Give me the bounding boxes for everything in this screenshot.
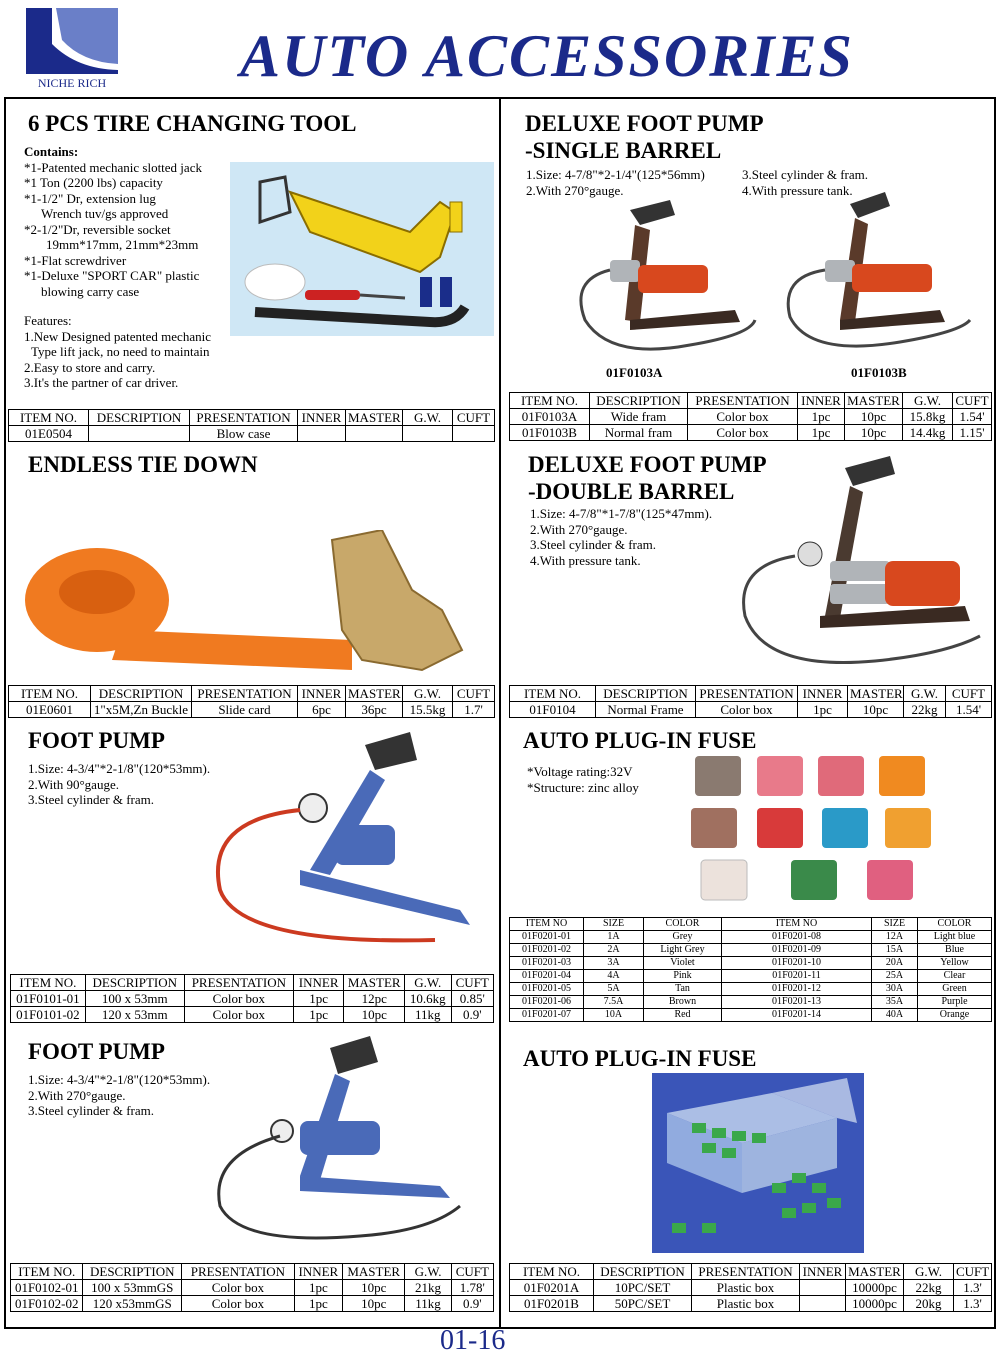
cell: 01F0201-05 (510, 983, 584, 996)
cell: 01F0201-03 (510, 957, 584, 970)
cell: 01F0201-02 (510, 944, 584, 957)
fuse-grid (691, 756, 931, 900)
double-barrel-photo (735, 456, 990, 678)
col-header: G.W. (405, 975, 451, 991)
table-row (510, 702, 992, 718)
cell: Color box (696, 702, 798, 718)
col-header: ITEM NO. (11, 975, 86, 991)
cell: 1.54' (946, 702, 992, 718)
cell: 15.5kg (403, 702, 453, 718)
table-row (510, 970, 992, 983)
spec-line: 4.With pressure tank. (530, 552, 641, 568)
col-header: INNER (294, 1264, 342, 1280)
table-row (510, 931, 992, 944)
single-barrel-title-2: -SINGLE BARREL (525, 138, 722, 163)
cell: Color box (688, 409, 798, 425)
cell: 01F0101-01 (11, 991, 86, 1007)
single-barrel-specs-left (526, 167, 705, 198)
tire-tool-table (8, 409, 495, 442)
fuse-2-title: AUTO PLUG-IN FUSE (523, 1046, 757, 1071)
foot-pump-2-table (10, 1263, 494, 1312)
cell: Grey (644, 931, 722, 944)
col-header: ITEM NO. (510, 686, 596, 702)
spec-line: *Structure: zinc alloy (527, 779, 639, 795)
cell: Blue (918, 944, 992, 957)
cell: 100 x 53mmGS (83, 1280, 182, 1296)
cell: 11kg (405, 1296, 451, 1312)
spec-line: 3.Steel cylinder & fram. (28, 1103, 154, 1118)
cell: Green (918, 983, 992, 996)
single-barrel-table (509, 392, 992, 441)
col-header: INNER (293, 975, 344, 991)
features-line: 1.New Designed patented mechanic (24, 328, 211, 344)
contains-line: *2-1/2"Dr, reversible socket (24, 221, 171, 237)
spec-line: 1.Size: 4-3/4"*2-1/8"(120*53mm). (28, 1072, 211, 1087)
col-header: PRESENTATION (688, 393, 798, 409)
col-header: ITEM NO (722, 918, 872, 931)
col-header: DESCRIPTION (91, 686, 192, 702)
cell: 120 x53mmGS (83, 1296, 182, 1312)
col-header: PRESENTATION (184, 975, 293, 991)
cell: 35A (872, 996, 918, 1009)
table-row (510, 996, 992, 1009)
col-header: DESCRIPTION (89, 410, 190, 426)
cell: Red (644, 1009, 722, 1022)
cell: Brown (644, 996, 722, 1009)
cell: 01F0104 (510, 702, 596, 718)
col-header: PRESENTATION (182, 1264, 295, 1280)
cell: 1pc (294, 1296, 342, 1312)
cell: 10pc (343, 1280, 405, 1296)
page-title: AUTO ACCESSORIES (240, 23, 854, 89)
caption-01f0103b: 01F0103B (851, 365, 907, 380)
cell: 1A (584, 931, 644, 944)
cell: Tan (644, 983, 722, 996)
col-header: DESCRIPTION (590, 393, 688, 409)
features-line: Type lift jack, no need to maintain (31, 344, 210, 359)
contains-line: *1-Patented mechanic slotted jack (24, 159, 202, 175)
col-header: PRESENTATION (692, 1264, 800, 1280)
spec-line: 2.With 90°gauge. (28, 776, 119, 792)
table-row (510, 1296, 992, 1312)
spec-line: 1.Size: 4-7/8"*1-7/8"(125*47mm). (530, 506, 713, 521)
cell: 20A (872, 957, 918, 970)
cell: Normal fram (590, 425, 688, 441)
table-row (510, 944, 992, 957)
foot-pump-2-title: FOOT PUMP (28, 1039, 165, 1064)
cell: 1pc (293, 991, 344, 1007)
table-row (510, 1280, 992, 1296)
cell: 1.15' (953, 425, 992, 441)
table-row (510, 957, 992, 970)
cell: 1.54' (953, 409, 992, 425)
col-header: COLOR (644, 918, 722, 931)
cell: Light blue (918, 931, 992, 944)
col-header: ITEM NO (510, 918, 584, 931)
cell: 01F0201B (510, 1296, 594, 1312)
col-header: G.W. (403, 410, 453, 426)
cell: 1pc (798, 702, 848, 718)
tire-tool-contains (24, 144, 202, 299)
cell: 01F0201-06 (510, 996, 584, 1009)
col-header: DESCRIPTION (596, 686, 696, 702)
foot-pump-2-specs (28, 1072, 210, 1119)
col-header: ITEM NO. (9, 410, 89, 426)
single-barrel-title-1: DELUXE FOOT PUMP (525, 111, 764, 136)
col-header: G.W. (904, 686, 946, 702)
col-header: CUFT (451, 975, 493, 991)
spec-line: 2.With 270°gauge. (28, 1087, 126, 1103)
fuse-1-table (509, 917, 992, 1022)
col-header: COLOR (918, 918, 992, 931)
column-divider (499, 97, 501, 1329)
cell: Blow case (190, 426, 298, 442)
col-header: SIZE (872, 918, 918, 931)
cell: 01F0201-09 (722, 944, 872, 957)
tire-tool-title: 6 PCS TIRE CHANGING TOOL (28, 111, 357, 136)
spec-line: 2.With 270°gauge. (530, 521, 628, 537)
cell: 01F0201-04 (510, 970, 584, 983)
spec-line: 1.Size: 4-7/8"*2-1/4"(125*56mm) (526, 167, 705, 182)
cell: 4A (584, 970, 644, 983)
cell: 40A (872, 1009, 918, 1022)
cell: 10pc (845, 409, 903, 425)
cell: 01E0601 (9, 702, 91, 718)
fuse-2-photo (652, 1073, 864, 1253)
contains-line: blowing carry case (41, 283, 140, 299)
contains-line: *1-Flat screwdriver (24, 252, 127, 268)
cell: 10pc (848, 702, 904, 718)
features-line: 2.Easy to store and carry. (24, 359, 156, 375)
cell: 2A (584, 944, 644, 957)
cell: 15.8kg (903, 409, 953, 425)
cell: Light Grey (644, 944, 722, 957)
contains-line: Wrench tuv/gs approved (41, 206, 169, 221)
fuse-2-table (509, 1263, 992, 1312)
spec-line: 3.Steel cylinder & fram. (530, 537, 656, 552)
cell: 12A (872, 931, 918, 944)
cell: Yellow (918, 957, 992, 970)
foot-pump-1-table (10, 974, 494, 1023)
cell: 100 x 53mm (85, 991, 184, 1007)
contains-line: *1-1/2" Dr, extension lug (24, 190, 156, 206)
cell: 10000pc (846, 1280, 904, 1296)
col-header: MASTER (343, 1264, 405, 1280)
cell: 01F0201-12 (722, 983, 872, 996)
fuse-1-specs (527, 764, 639, 795)
col-header: CUFT (453, 410, 495, 426)
cell: 01F0101-02 (11, 1007, 86, 1023)
cell: 1pc (798, 409, 845, 425)
cell: 5A (584, 983, 644, 996)
cell: 01F0201-08 (722, 931, 872, 944)
spec-line: 4.With pressure tank. (742, 182, 853, 198)
cell: 3A (584, 957, 644, 970)
contains-line: *1 Ton (2200 lbs) capacity (24, 175, 163, 190)
spec-line: 3.Steel cylinder & fram. (28, 792, 154, 807)
cell: Purple (918, 996, 992, 1009)
cell: Clear (918, 970, 992, 983)
cell: Color box (182, 1280, 295, 1296)
table-row (9, 426, 495, 442)
spec-line: 3.Steel cylinder & fram. (742, 167, 868, 182)
col-header: MASTER (346, 686, 403, 702)
cell: 7.5A (584, 996, 644, 1009)
cell: 11kg (405, 1007, 451, 1023)
foot-pump-1-photo (205, 730, 490, 965)
col-header: MASTER (344, 975, 405, 991)
col-header: G.W. (405, 1264, 451, 1280)
cell (800, 1296, 846, 1312)
cell: Wide fram (590, 409, 688, 425)
cell: 0.85' (451, 991, 493, 1007)
cell (403, 426, 453, 442)
double-barrel-table (509, 685, 992, 718)
table-row (11, 991, 494, 1007)
cell: 6pc (298, 702, 346, 718)
col-header: MASTER (846, 1264, 904, 1280)
cell: Normal Frame (596, 702, 696, 718)
cell: 21kg (405, 1280, 451, 1296)
tire-tool-photo (230, 162, 494, 336)
single-barrel-b-photo (780, 192, 985, 360)
table-row (510, 425, 992, 441)
col-header: INNER (798, 686, 848, 702)
col-header: ITEM NO. (510, 1264, 594, 1280)
tie-down-title: ENDLESS TIE DOWN (28, 452, 258, 477)
contains-line: *1-Deluxe "SPORT CAR" plastic (24, 268, 200, 283)
spec-line: 1.Size: 4-3/4"*2-1/8"(120*53mm). (28, 761, 211, 776)
table-row (11, 1296, 494, 1312)
spec-line: *Voltage rating:32V (527, 764, 633, 779)
caption-01f0103a: 01F0103A (606, 365, 663, 380)
cell: 25A (872, 970, 918, 983)
cell: 0.9' (451, 1007, 493, 1023)
cell: 1.78' (451, 1280, 493, 1296)
fuse-1-photo (685, 752, 945, 912)
col-header: INNER (798, 393, 845, 409)
col-header: ITEM NO. (11, 1264, 83, 1280)
col-header: PRESENTATION (192, 686, 298, 702)
col-header: CUFT (453, 686, 495, 702)
cell (453, 426, 495, 442)
col-header: CUFT (946, 686, 992, 702)
cell: 120 x 53mm (85, 1007, 184, 1023)
col-header: MASTER (848, 686, 904, 702)
col-header: CUFT (451, 1264, 493, 1280)
cell: 1.7' (453, 702, 495, 718)
cell: 01F0201A (510, 1280, 594, 1296)
cell: 1pc (798, 425, 845, 441)
cell: Plastic box (692, 1280, 800, 1296)
col-header: DESCRIPTION (83, 1264, 182, 1280)
cell: 10PC/SET (594, 1280, 692, 1296)
table-row (510, 983, 992, 996)
cell: 10000pc (846, 1296, 904, 1312)
cell: 01F0201-11 (722, 970, 872, 983)
cell: 1.3' (954, 1296, 992, 1312)
cell (89, 426, 190, 442)
cell: 1pc (294, 1280, 342, 1296)
col-header: ITEM NO. (9, 686, 91, 702)
table-row (510, 1009, 992, 1022)
tie-down-table (8, 685, 495, 718)
cell: Color box (184, 1007, 293, 1023)
cell: 01F0102-02 (11, 1296, 83, 1312)
cell: 36pc (346, 702, 403, 718)
cell: 10.6kg (405, 991, 451, 1007)
cell (298, 426, 346, 442)
tie-down-photo (22, 530, 492, 680)
col-header: G.W. (903, 393, 953, 409)
cell: 01F0201-13 (722, 996, 872, 1009)
cell: 01F0201-07 (510, 1009, 584, 1022)
single-barrel-a-photo (570, 200, 775, 360)
double-barrel-title-2: -DOUBLE BARREL (528, 479, 735, 504)
col-header: PRESENTATION (696, 686, 798, 702)
cell: 10pc (845, 425, 903, 441)
col-header: MASTER (845, 393, 903, 409)
cell: 10pc (343, 1296, 405, 1312)
cell: 1.3' (954, 1280, 992, 1296)
col-header: MASTER (346, 410, 403, 426)
table-row (510, 409, 992, 425)
cell: 01F0201-01 (510, 931, 584, 944)
cell: 01F0201-10 (722, 957, 872, 970)
cell: 10pc (344, 1007, 405, 1023)
cell: 12pc (344, 991, 405, 1007)
tire-tool-features (24, 313, 211, 391)
cell (800, 1280, 846, 1296)
cell: Slide card (192, 702, 298, 718)
spec-line: 2.With 270°gauge. (526, 182, 624, 198)
col-header: INNER (800, 1264, 846, 1280)
features-label: Features: (24, 313, 72, 328)
col-header: G.W. (904, 1264, 954, 1280)
cell: 50PC/SET (594, 1296, 692, 1312)
cell: 01E0504 (9, 426, 89, 442)
features-line: 3.It's the partner of car driver. (24, 375, 179, 390)
col-header: CUFT (954, 1264, 992, 1280)
cell: Orange (918, 1009, 992, 1022)
fuse-1-title: AUTO PLUG-IN FUSE (523, 728, 757, 753)
cell: 1"x5M,Zn Buckle (91, 702, 192, 718)
cell (346, 426, 403, 442)
brand-name: NICHE RICH (37, 76, 107, 90)
col-header: INNER (298, 686, 346, 702)
page-number: 01-16 (440, 1325, 506, 1356)
cell: Color box (688, 425, 798, 441)
cell: Violet (644, 957, 722, 970)
cell: 01F0102-01 (11, 1280, 83, 1296)
cell: 0.9' (451, 1296, 493, 1312)
cell: 22kg (904, 702, 946, 718)
cell: Color box (182, 1296, 295, 1312)
cell: 22kg (904, 1280, 954, 1296)
table-row (11, 1280, 494, 1296)
cell: 01F0103B (510, 425, 590, 441)
cell: 14.4kg (903, 425, 953, 441)
col-header: G.W. (403, 686, 453, 702)
cell: Color box (184, 991, 293, 1007)
cell: Pink (644, 970, 722, 983)
col-header: SIZE (584, 918, 644, 931)
double-barrel-title-1: DELUXE FOOT PUMP (528, 452, 767, 477)
col-header: INNER (298, 410, 346, 426)
foot-pump-1-title: FOOT PUMP (28, 728, 165, 753)
col-header: ITEM NO. (510, 393, 590, 409)
cell: 10A (584, 1009, 644, 1022)
double-barrel-specs (530, 506, 712, 568)
col-header: DESCRIPTION (594, 1264, 692, 1280)
cell: 15A (872, 944, 918, 957)
cell: Plastic box (692, 1296, 800, 1312)
col-header: PRESENTATION (190, 410, 298, 426)
cell: 20kg (904, 1296, 954, 1312)
cell: 01F0103A (510, 409, 590, 425)
contains-line: 19mm*17mm, 21mm*23mm (46, 237, 199, 252)
cell: 1pc (293, 1007, 344, 1023)
col-header: DESCRIPTION (85, 975, 184, 991)
table-row (11, 1007, 494, 1023)
foot-pump-2-photo (210, 1036, 490, 1256)
cell: 30A (872, 983, 918, 996)
contains-label: Contains: (24, 144, 79, 159)
table-row (9, 702, 495, 718)
cell: 01F0201-14 (722, 1009, 872, 1022)
foot-pump-1-specs (28, 761, 210, 808)
col-header: CUFT (953, 393, 992, 409)
